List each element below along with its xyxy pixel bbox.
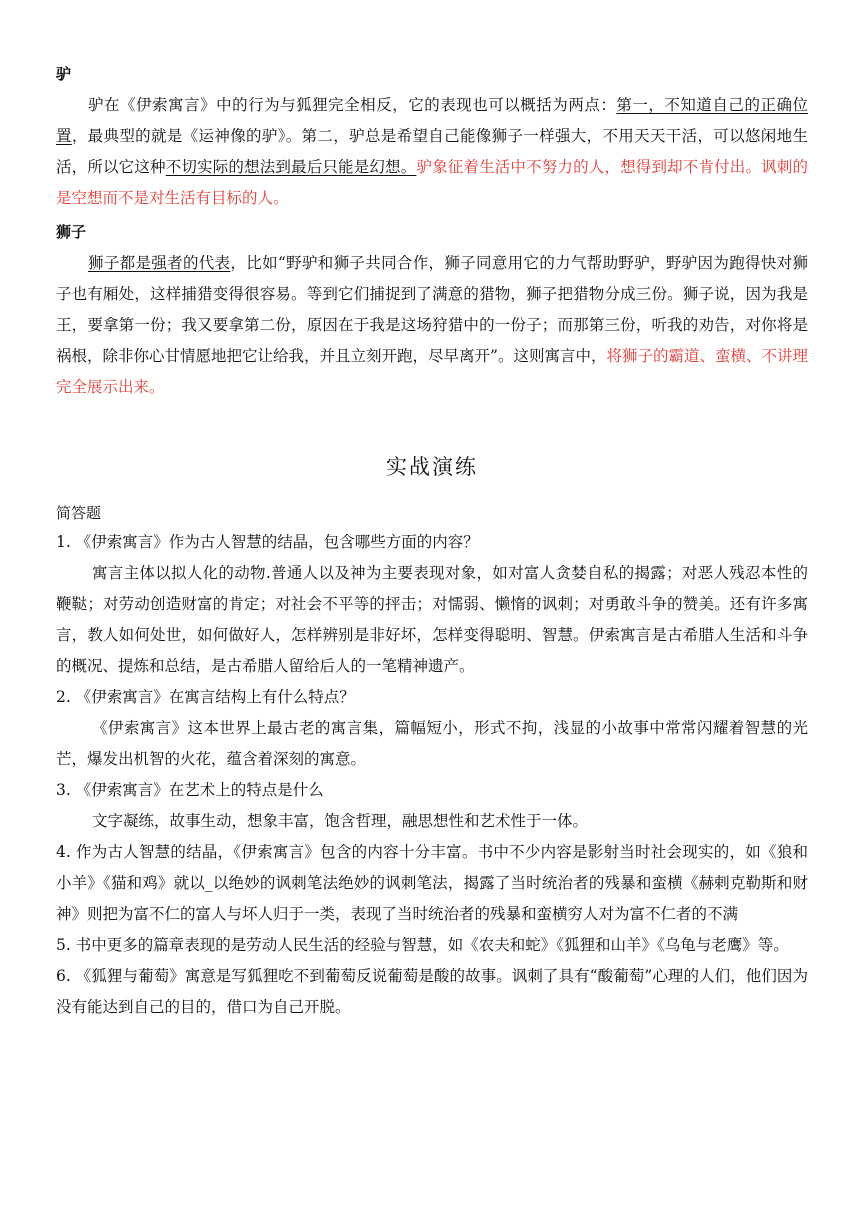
question-2: 2. 《伊索寓言》在寓言结构上有什么特点？ (56, 688, 355, 706)
answer-1: 寓言主体以拟人化的动物.普通人以及神为主要表现对象，如对富人贪婪自私的揭露；对恶人残忍本性的鞭鞑；对劳动创造财富的肯定；对社会不平等的抨击；对懦弱、懒惰的讽刺；对勇敢斗争的赞美。还有许多寓言，教人如何处世，如何做好人，怎样辨别是非好坏，怎样变得聪明、智慧。伊索寓言是古希腊人生活和斗争的概况、提炼和总结，是古希腊人留给后人的一笔精神遗产。 (56, 564, 808, 675)
practice-subtitle: 简答题 (56, 504, 102, 522)
lion-text: ，比如“野驴和狮子共同合作，狮子同意用它的力气帮助野驴，野驴因为跑得快对狮子也有厢处，这样捕猎变得很容易。等到它们捕捉到了满意的猎物，狮子把猎物分成三份。狮子说，因为我是王，要拿第一份；我又要拿第二份，原因在于我是这场狩猎中的一份子；而那第三份，听我的劝告，对你将是祸根，除非你心甘情愿地把它让给我，并且立刻开跑，尽早离开”。这则寓言中， (56, 254, 808, 365)
question-6: 6. 《狐狸与葡萄》寓意是写狐狸吃不到葡萄反说葡萄是酸的故事。讽刺了具有“酸葡萄”心理的人们，他们因为没有能达到自己的目的，借口为自己开脱。 (56, 967, 808, 1016)
answer-3: 文字凝练，故事生动，想象丰富，饱含哲理，融思想性和艺术性于一体。 (92, 812, 589, 830)
donkey-underline-1: 第一，不知道自己的正确位置 (56, 96, 808, 145)
question-4: 4. 作为古人智慧的结晶，《伊索寓言》包含的内容十分丰富。书中不少内容是影射当时社会现实的，如《狼和小羊》《猫和鸡》就以_以绝妙的讽刺笔法绝妙的讽刺笔法，揭露了当时统治者的残暴和蛮横《赫剌克勒斯和财神》则把为富不仁的富人与坏人归于一类，表现了当时统治者的残暴和蛮横穷人对为富不仁者的不满 (56, 843, 808, 923)
section-heading-lion: 狮子 (56, 223, 87, 241)
practice-title: 实战演练 (386, 455, 478, 479)
donkey-text-2: ，最典型的就是《运神像的驴》。第二，驴总是希望自己能像狮子一样强大，不用天天干活，可以悠闲地生活，所以它这种 (56, 127, 808, 176)
lion-underline: 狮子都是强者的代表 (88, 254, 231, 272)
document-page (56, 62, 808, 1023)
question-3: 3. 《伊索寓言》在艺术上的特点是什么 (56, 781, 324, 799)
donkey-text-1: 驴在《伊索寓言》中的行为与狐狸完全相反，它的表现也可以概括为两点： (88, 96, 617, 114)
donkey-red-text: 驴象征着生活中不努力的人，想得到却不肯付出。讽刺的是空想而不是对生活有目标的人。 (56, 158, 808, 207)
question-1: 1. 《伊索寓言》作为古人智慧的结晶，包含哪些方面的内容？ (56, 533, 479, 551)
question-5: 5. 书中更多的篇章表现的是劳动人民生活的经验与智慧，如《农夫和蛇》《狐狸和山羊》《乌龟与老鹰》等。 (56, 936, 789, 954)
answer-2: 《伊索寓言》这本世界上最古老的寓言集，篇幅短小，形式不拘，浅显的小故事中常常闪耀着智慧的光芒，爆发出机智的火花，蕴含着深刻的寓意。 (56, 719, 808, 768)
lion-paragraph (56, 248, 808, 403)
section-heading-donkey: 驴 (56, 65, 72, 83)
donkey-underline-2: 不切实际的想法到最后只能是幻想。 (165, 158, 417, 176)
donkey-paragraph (56, 90, 808, 214)
lion-red-text: 将狮子的霸道、蛮横、不讲理完全展示出来。 (56, 347, 808, 396)
